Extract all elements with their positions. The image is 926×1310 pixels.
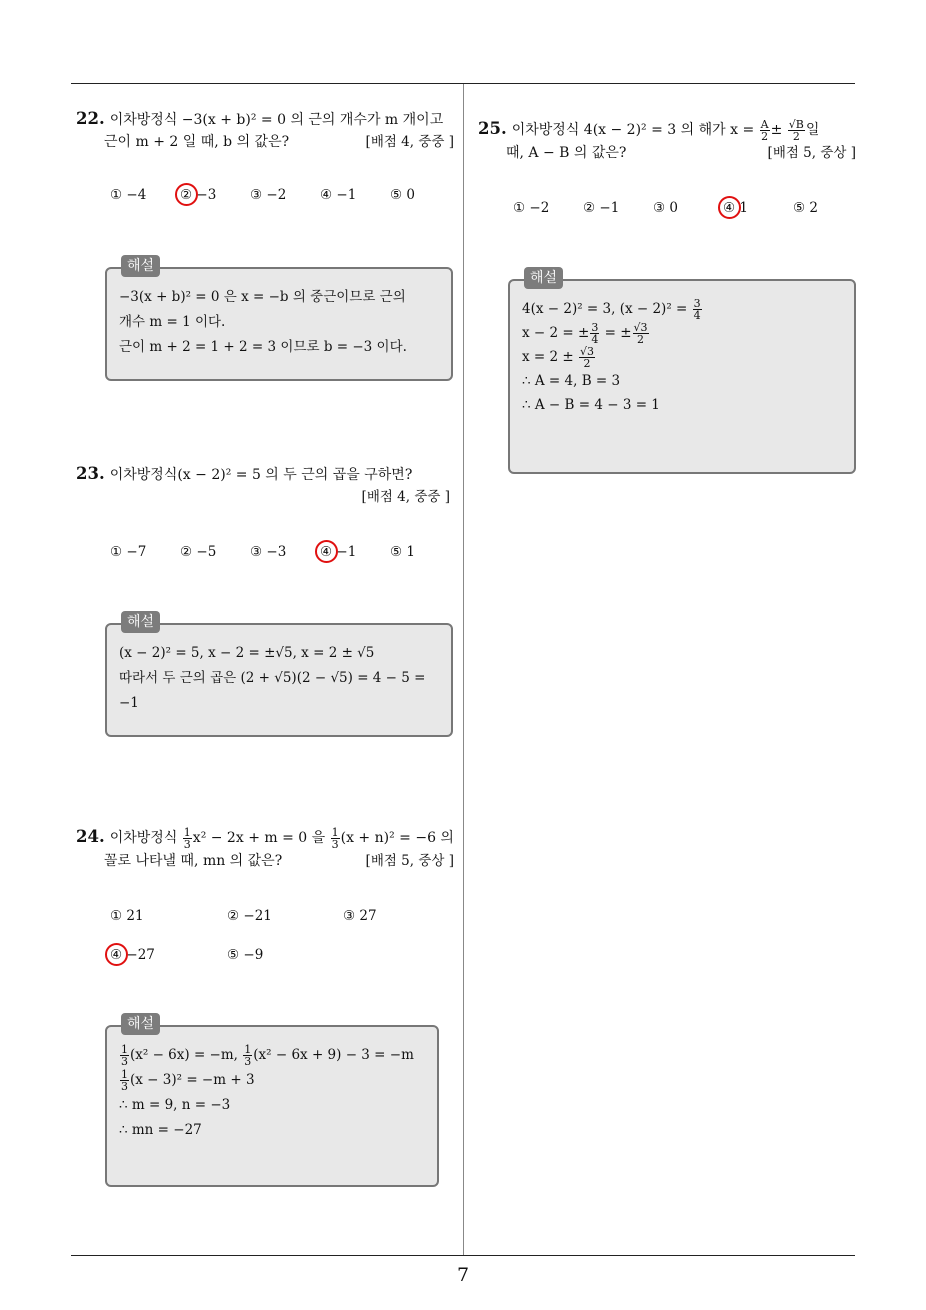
question-number: 24. (76, 827, 105, 846)
choice-3[interactable]: ③ 0 (653, 200, 678, 216)
question-number: 25. (478, 119, 507, 138)
choice-4[interactable]: ④ −1 (320, 187, 357, 203)
choice-5[interactable]: ⑤ 1 (390, 544, 415, 560)
answer-circle (175, 183, 198, 206)
choice-1[interactable]: ① −2 (513, 200, 550, 216)
question-number: 23. (76, 464, 105, 483)
explanation-box (105, 258, 453, 381)
answer-circle (105, 943, 128, 966)
explanation-line: −3(x + b)² = 0 은 x = −b 의 중근이므로 근의 (119, 289, 406, 305)
explanation-line: $\frac{1}{3}$ (x − 3)² = −m + 3 (121, 1068, 255, 1093)
plus-minus: ± (770, 122, 783, 138)
explanation-line: ∴ A − B = 4 − 3 = 1 (522, 397, 660, 413)
explanation-box (508, 270, 856, 474)
question-23 (76, 463, 450, 508)
explanation-line: 근이 m + 2 = 1 + 2 = 3 이므로 b = −3 이다. (119, 339, 407, 355)
explanation-line: ∴ A = 4, B = 3 (522, 373, 621, 389)
choice-2[interactable]: ② −5 (180, 544, 217, 560)
question-25 (478, 118, 856, 164)
explanation-label: 해설 (121, 1013, 160, 1035)
choice-4[interactable]: ④ −27 (110, 947, 155, 963)
explanation-line: 개수 m = 1 이다. (119, 314, 226, 330)
choice-3[interactable]: ③ 27 (343, 908, 377, 924)
choice-2[interactable]: ② −1 (583, 200, 620, 216)
explanation-line: x − 2 = ± $\frac{3}{4}$ = ± $\frac{√3}{2}$ (522, 321, 648, 346)
choice-2[interactable]: ② −3 (180, 187, 217, 203)
fraction: $\frac{A}{2}$ (760, 117, 769, 143)
explanation-box (105, 1016, 439, 1187)
explanation-line: ∴ m = 9, n = −3 (119, 1097, 231, 1113)
choice-5[interactable]: ⑤ 2 (793, 200, 818, 216)
question-meta: [배점 5, 중상 ] (767, 144, 856, 161)
question-meta: [배점 5, 중상 ] (365, 852, 454, 869)
fraction: $\frac{1}{3}$ (331, 825, 339, 851)
choice-3[interactable]: ③ −2 (250, 187, 287, 203)
question-text-line2: 때, A − B 의 값은? (506, 144, 627, 161)
page-number: 7 (456, 1264, 470, 1286)
fraction: $\frac{√B}{2}$ (788, 117, 804, 143)
explanation-label: 해설 (121, 611, 160, 633)
question-text: 이차방정식 4(x − 2)² = 3 의 해가 x = (511, 122, 755, 138)
question-meta: [배점 4, 중중 ] (365, 134, 454, 150)
explanation-line: −1 (119, 695, 139, 711)
choice-1[interactable]: ① 21 (110, 908, 144, 924)
answer-circle (718, 196, 741, 219)
question-24 (76, 826, 454, 872)
explanation-line: (x − 2)² = 5, x − 2 = ±√5, x = 2 ± √5 (119, 645, 375, 661)
explanation-line: 따라서 두 근의 곱은 (2 + √5)(2 − √5) = 4 − 5 = (119, 670, 426, 686)
question-text: (x + n)² = −6 의 (340, 830, 454, 846)
question-text: 이차방정식(x − 2)² = 5 의 두 근의 곱을 구하면? (109, 467, 413, 483)
choice-3[interactable]: ③ −3 (250, 544, 287, 560)
explanation-line: x = 2 ± $\frac{√3}{2}$ (522, 345, 595, 370)
explanation-line: $\frac{1}{3}$ (x² − 6x) = −m, $\frac{1}{3}$ (x² − 6x + 9) − 3 = −m (121, 1043, 414, 1068)
explanation-line: 4(x − 2)² = 3, (x − 2)² = $\frac{3}{4}$ (522, 297, 701, 322)
choice-5[interactable]: ⑤ −9 (227, 947, 264, 963)
choice-4[interactable]: ④ 1 (723, 200, 748, 216)
explanation-line: ∴ mn = −27 (119, 1122, 202, 1138)
choice-4[interactable]: ④ −1 (320, 544, 357, 560)
question-22 (76, 108, 454, 153)
question-text: x² − 2x + m = 0 을 (192, 830, 326, 846)
choice-5[interactable]: ⑤ 0 (390, 187, 415, 203)
bottom-rule (71, 1255, 855, 1256)
column-divider (463, 84, 464, 1256)
question-text: 이차방정식 −3(x + b)² = 0 의 근의 개수가 m 개이고 (109, 112, 444, 128)
question-text: 일 (805, 122, 820, 138)
explanation-label: 해설 (524, 267, 563, 289)
question-text-line2: 근이 m + 2 일 때, b 의 값은? (104, 134, 290, 150)
answer-circle (315, 540, 338, 563)
question-number: 22. (76, 109, 105, 128)
question-text-line2: 꼴로 나타낼 때, mn 의 값은? (104, 852, 283, 869)
explanation-label: 해설 (121, 255, 160, 277)
explanation-box (105, 614, 453, 737)
fraction: $\frac{1}{3}$ (183, 825, 191, 851)
choice-1[interactable]: ① −7 (110, 544, 147, 560)
choice-2[interactable]: ② −21 (227, 908, 272, 924)
choice-1[interactable]: ① −4 (110, 187, 147, 203)
question-text: 이차방정식 (109, 830, 178, 846)
question-meta: [배점 4, 중중 ] (361, 489, 450, 505)
